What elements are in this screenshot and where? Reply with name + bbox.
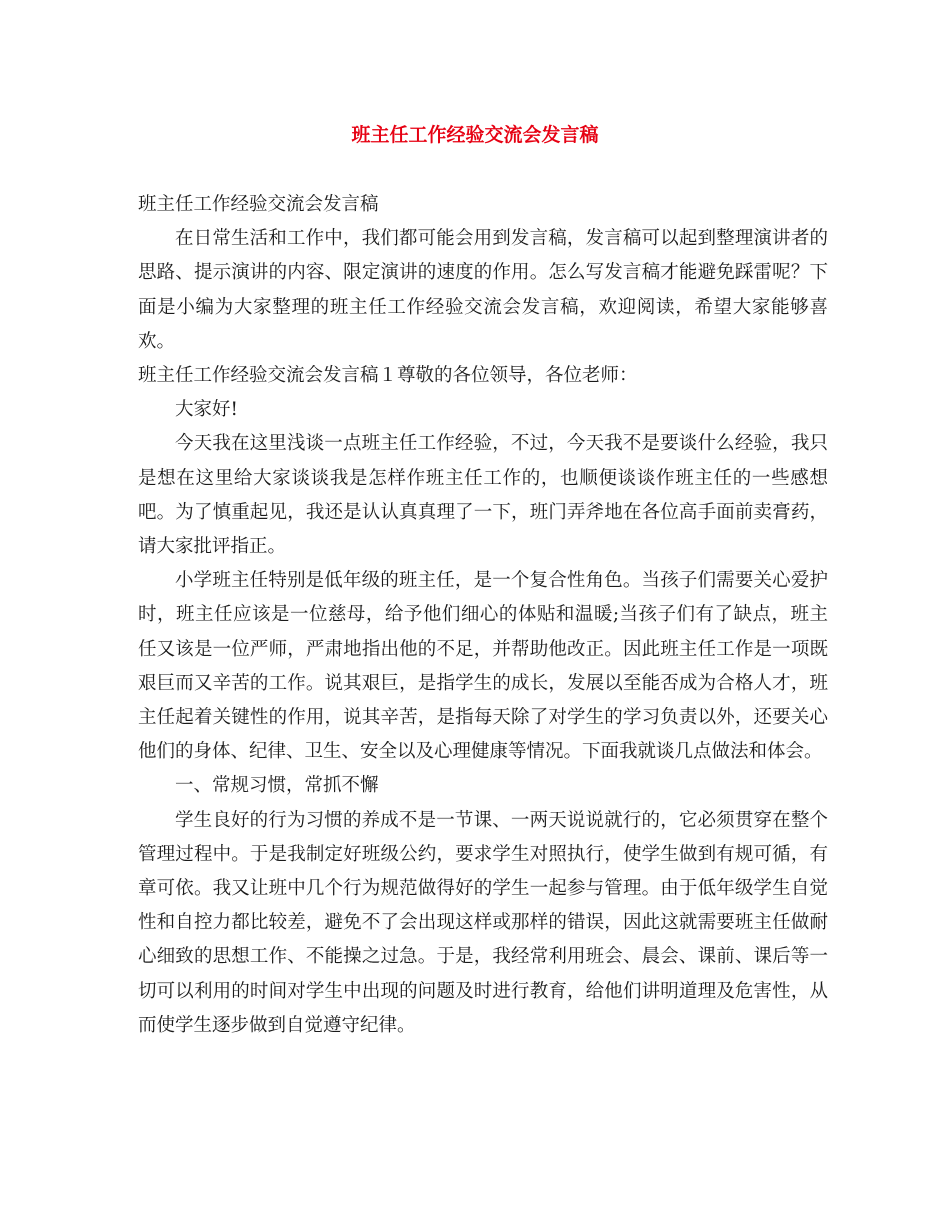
paragraph-greeting: 大家好! xyxy=(175,399,238,421)
paragraph-heading: 班主任工作经验交流会发言稿 xyxy=(138,194,379,215)
paragraph-habits: 学生良好的行为习惯的养成不是一节课、一两天说说就行的，它必须贯穿在整个管理过程中。于是我制定好班级公约，要求学生对照执行，使学生做到有规可循，有章可依。我又让班中几个行为规范做得好的学生一起参与管理。由于低年级学生自觉性和自控力都比较差，避免不了会出现这样或那样的错误，因此这就需要班主任做耐心细致的思想工作、不能操之过急。于是，我经常利用班会、晨会、课前、课后等一切可以利用的时间对学生中出现的问题及时进行教育，给他们讲明道理及危害性，从而使学生逐步做到自觉遵守纪律。 xyxy=(138,809,828,1036)
paragraph-opening: 今天我在这里浅谈一点班主任工作经验，不过，今天我不是要谈什么经验，我只是想在这里给大家谈谈我是怎样作班主任工作的，也顺便谈谈作班主任的一些感想吧。为了慎重起见，我还是认认真真理了一下，班门弄斧地在各位高手面前卖膏药，请大家批评指正。 xyxy=(138,433,828,558)
section-heading-habits: 一、常规习惯，常抓不懈 xyxy=(175,775,379,797)
document-title: 班主任工作经验交流会发言稿 xyxy=(351,124,599,146)
document-body xyxy=(138,188,828,1043)
paragraph-role: 小学班主任特别是低年级的班主任，是一个复合性角色。当孩子们需要关心爱护时，班主任应该是一位慈母，给予他们细心的体贴和温暖;当孩子们有了缺点，班主任又该是一位严师，严肃地指出他的不足，并帮助他改正。因此班主任工作是一项既艰巨而又辛苦的工作。说其艰巨，是指学生的成长，发展以至能否成为合格人才，班主任起着关键性的作用，说其辛苦，是指每天除了对学生的学习负责以外，还要关心他们的身体、纪律、卫生、安全以及心理健康等情况。下面我就谈几点做法和体会。 xyxy=(138,570,828,763)
paragraph-intro: 在日常生活和工作中，我们都可能会用到发言稿，发言稿可以起到整理演讲者的思路、提示演讲的内容、限定演讲的速度的作用。怎么写发言稿才能避免踩雷呢？下面是小编为大家整理的班主任工作经验交流会发言稿，欢迎阅读，希望大家能够喜欢。 xyxy=(138,228,828,352)
paragraph-speech-heading: 班主任工作经验交流会发言稿１尊敬的各位领导，各位老师： xyxy=(138,365,638,387)
